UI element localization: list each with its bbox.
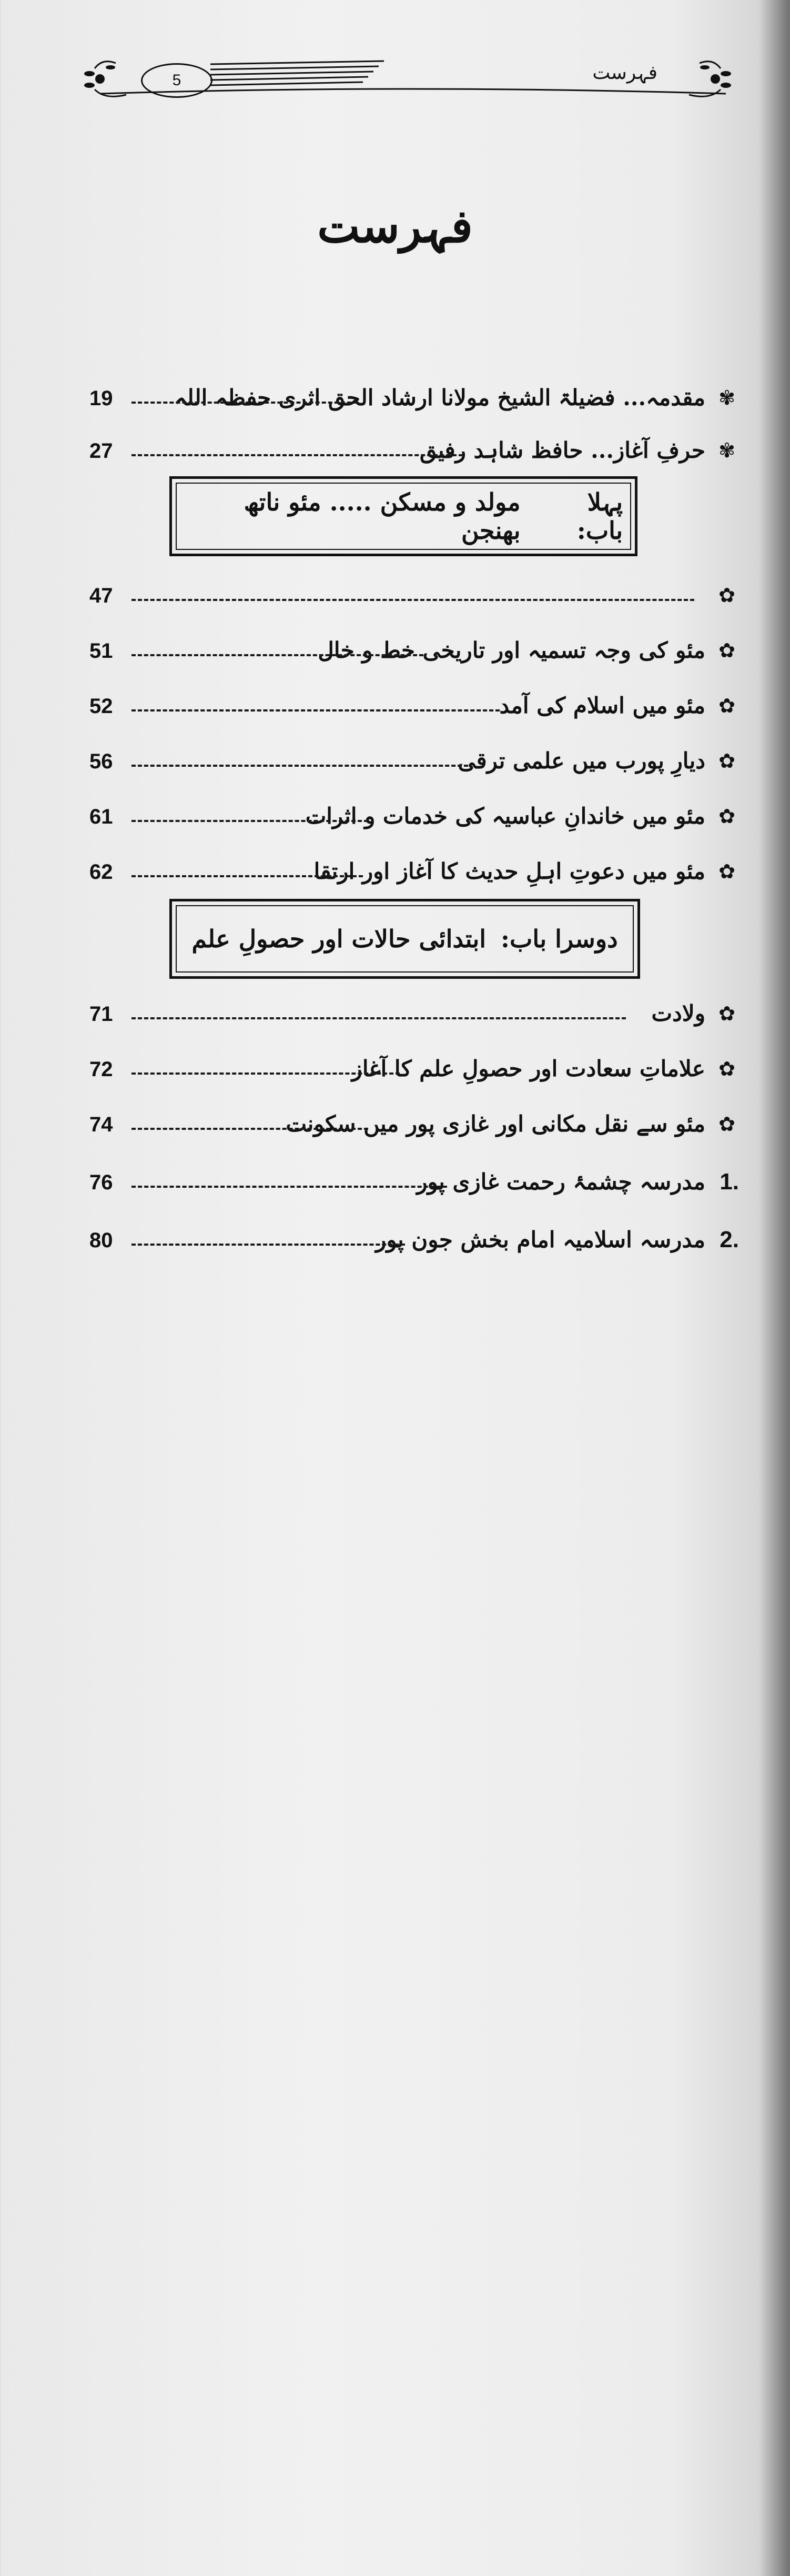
entry-page: 51 (89, 639, 113, 663)
entry-number: 1. (720, 1169, 739, 1195)
dot-leader (131, 654, 423, 656)
entry-page: 76 (89, 1171, 113, 1194)
dot-leader (131, 1244, 405, 1246)
entry-title: ولادت (651, 1000, 705, 1026)
entry-number: 2. (720, 1227, 739, 1252)
toc-entry[interactable] (89, 1053, 739, 1089)
flower-bullet-icon: ✿ (718, 694, 735, 717)
dot-leader (131, 765, 468, 767)
dot-leader (131, 875, 363, 877)
entry-title: حرفِ آغاز... حافظ شاہد رفیق (419, 437, 705, 463)
toc-entry[interactable] (89, 1108, 739, 1145)
dot-leader (131, 402, 358, 404)
entry-title: دیارِ پورب میں علمی ترقی (458, 748, 705, 774)
entry-title: مئو کی وجہ تسمیہ اور تاریخی خط و خال (318, 637, 705, 663)
chapter-label: دوسرا باب: (501, 925, 618, 953)
dot-leader (131, 1073, 400, 1075)
entry-title: مدرسہ چشمۂ رحمت غازی پور (417, 1169, 705, 1195)
entry-title: مقدمہ... فضیلۃ الشیخ مولانا ارشاد الحق اثری حفظہ اللہ (174, 385, 705, 410)
entry-page: 47 (89, 584, 113, 607)
dot-leader (131, 709, 500, 711)
dot-leader (131, 820, 368, 822)
toc-entry[interactable] (89, 382, 739, 418)
entry-page: 62 (89, 860, 113, 884)
dot-leader (131, 454, 463, 456)
entry-page: 72 (89, 1058, 113, 1081)
flower-bullet-icon: ✿ (718, 749, 735, 773)
page-title: فہرست (317, 200, 473, 253)
right-flourish-icon (689, 62, 731, 97)
entry-page: 74 (89, 1113, 113, 1136)
dot-leader (131, 1017, 626, 1019)
chapter-label: پہلا باب: (576, 488, 623, 545)
entry-page: 52 (89, 695, 113, 718)
entry-title: علاماتِ سعادت اور حصولِ علم کا آغاز (351, 1056, 705, 1081)
flower-bullet-icon: ✿ (718, 860, 735, 883)
flower-bullet-icon: ✿ (718, 639, 735, 662)
left-flourish-icon (84, 62, 126, 97)
flower-bullet-icon: ✿ (718, 805, 735, 828)
toc-entry[interactable] (89, 997, 739, 1034)
entry-title: مئو سے نقل مکانی اور غازی پور میں سکونت (286, 1111, 705, 1137)
toc-entry[interactable] (89, 745, 739, 781)
dot-leader (131, 1128, 368, 1130)
entry-page: 56 (89, 750, 113, 773)
flower-bullet-icon: ✾ (718, 439, 735, 462)
entry-title: مئو میں دعوتِ اہلِ حدیث کا آغاز اور ارتقا (313, 858, 705, 884)
dot-leader (131, 1186, 447, 1188)
flower-bullet-icon: ✾ (718, 386, 735, 409)
entry-page: 61 (89, 805, 113, 828)
chapter-heading (169, 476, 637, 556)
toc-entry[interactable] (89, 1166, 739, 1202)
toc-entry[interactable] (89, 800, 739, 837)
entry-page: 19 (89, 387, 113, 410)
flower-bullet-icon: ✿ (718, 1002, 735, 1025)
toc-entry[interactable] (89, 434, 739, 471)
entry-page: 27 (89, 439, 113, 463)
entry-title: مدرسہ اسلامیہ امام بخش جون پور (376, 1227, 705, 1252)
entry-title: مئو میں خاندانِ عباسیہ کی خدمات و اثرات (305, 803, 705, 829)
page-number: 5 (141, 63, 212, 98)
toc-entry[interactable] (89, 1224, 739, 1260)
entry-title: مئو میں اسلام کی آمد (499, 693, 705, 718)
chapter-title: مولد و مسکن ..... مئو ناتھ بھنجن (244, 488, 521, 545)
toc-entry[interactable] (89, 579, 739, 616)
running-title: فہرست (592, 62, 657, 84)
flower-bullet-icon: ✿ (718, 584, 735, 607)
flower-bullet-icon: ✿ (718, 1057, 735, 1080)
toc-entry[interactable] (89, 689, 739, 726)
entry-page: 80 (89, 1229, 113, 1252)
toc-entry[interactable] (89, 634, 739, 671)
toc-entry[interactable] (89, 855, 739, 892)
chapter-heading (169, 899, 640, 979)
entry-page: 71 (89, 1003, 113, 1026)
flower-bullet-icon: ✿ (718, 1112, 735, 1136)
dot-leader (131, 599, 694, 601)
page-header (79, 53, 736, 105)
chapter-title: ابتدائی حالات اور حصولِ علم (191, 925, 487, 953)
